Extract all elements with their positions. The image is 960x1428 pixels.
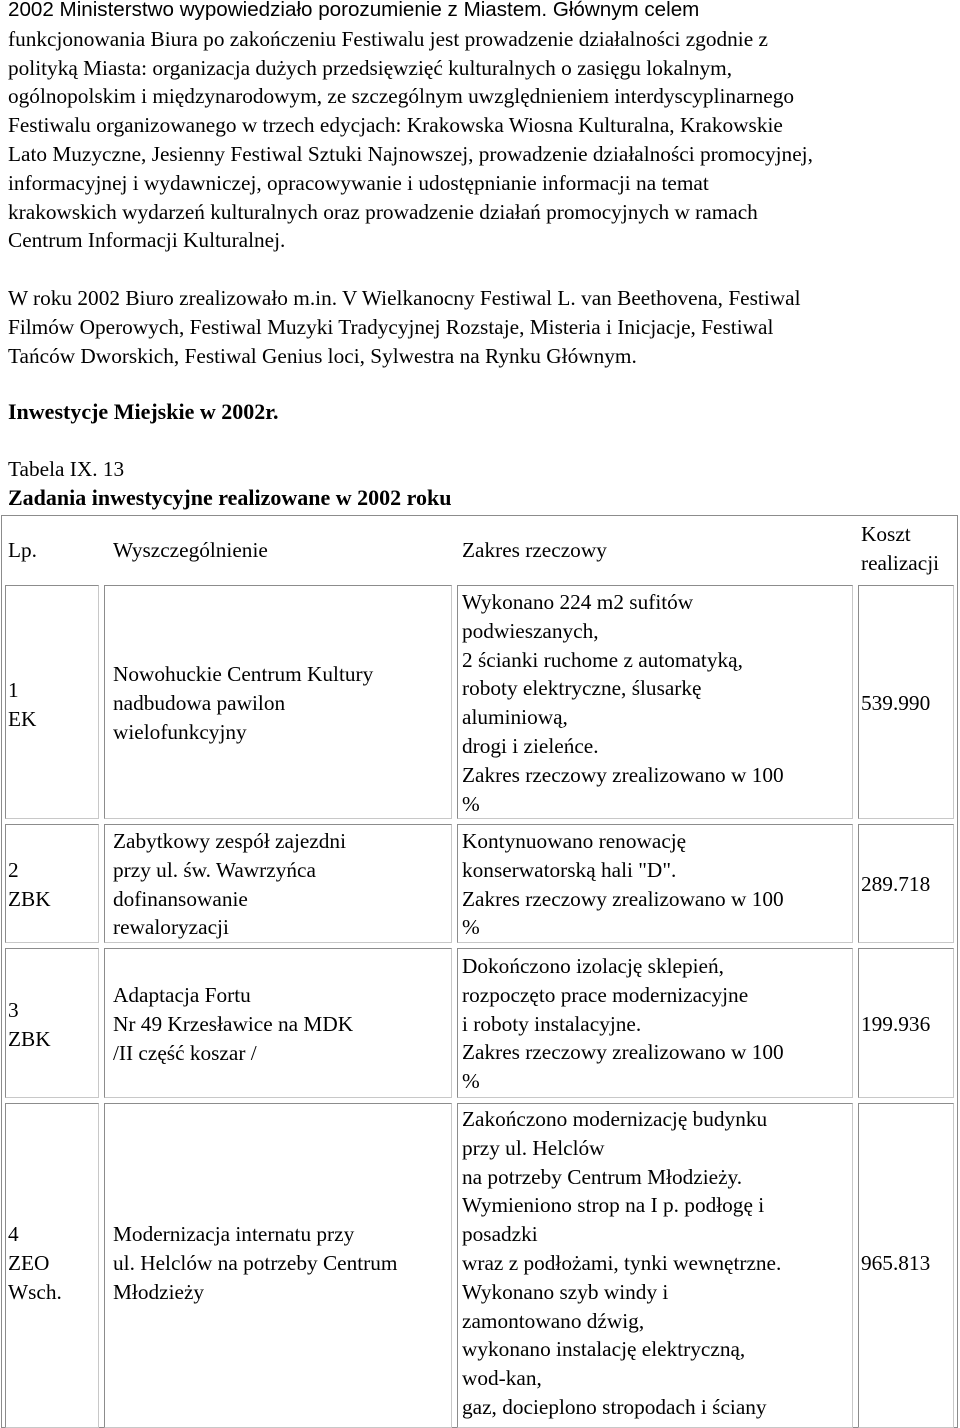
row-lp: 1 EK xyxy=(8,678,37,731)
row-specification: Adaptacja Fortu Nr 49 Krzesławice na MDK /II część koszar / xyxy=(113,983,354,1065)
intro-first-line: 2002 Ministerstwo wypowiedziało porozumienie z Miastem. Głównym celem xyxy=(8,0,700,21)
row-lp: 4 ZEO Wsch. xyxy=(8,1222,62,1304)
table-label: Tabela IX. 13 xyxy=(8,457,125,481)
row-lp: 3 ZBK xyxy=(8,998,51,1051)
row-cost: 539.990 xyxy=(861,691,931,715)
intro-paragraph xyxy=(8,0,958,255)
intro-line: ogólnopolskim i międzynarodowym, ze szczególnym uwzględnieniem interdyscyplinarnego xyxy=(8,84,795,109)
header-scope: Zakres rzeczowy xyxy=(462,538,607,562)
row-scope: Wykonano 224 m2 sufitów podwieszanych, 2 ścianki ruchome z automatyką, roboty elektryczne, ślusarkę aluminiową, drogi i zieleńce. Zakres rzeczowy zrealizowano w 100 % xyxy=(462,590,784,816)
events-line: W roku 2002 Biuro zrealizowało m.in. V Wielkanocny Festiwal L. van Beethovena, Festiwal xyxy=(8,286,801,310)
header-specification: Wyszczególnienie xyxy=(113,538,268,562)
section-heading: Inwestycje Miejskie w 2002r. xyxy=(8,399,279,424)
intro-line: krakowskich wydarzeń kulturalnych oraz prowadzenie działań promocyjnych w ramach xyxy=(8,199,758,224)
intro-line: Lato Muzyczne, Jesienny Festiwal Sztuki Najnowszej, prowadzenie działalności promocyjnej, xyxy=(8,141,813,166)
header-lp: Lp. xyxy=(8,538,37,562)
events-line: Filmów Operowych, Festiwal Muzyki Tradycyjnej Rozstaje, Misteria i Inicjacje, Festiwal xyxy=(8,314,774,339)
intro-line: Centrum Informacji Kulturalnej. xyxy=(8,228,286,253)
events-line: Tańców Dworskich, Festiwal Genius loci, Sylwestra na Rynku Głównym. xyxy=(8,343,637,368)
row-cost: 965.813 xyxy=(861,1251,931,1275)
events-paragraph xyxy=(8,284,958,370)
header-cost: Koszt realizacji xyxy=(861,522,940,575)
row-cost: 289.718 xyxy=(861,872,931,896)
intro-line: Festiwalu organizowanego w trzech edycjach: Krakowska Wiosna Kulturalna, Krakowskie xyxy=(8,113,783,138)
row-specification: Modernizacja internatu przy ul. Helclów na potrzeby Centrum Młodzieży xyxy=(113,1222,398,1304)
row-cost: 199.936 xyxy=(861,1012,931,1036)
row-specification: Nowohuckie Centrum Kultury nadbudowa pawilon wielofunkcyjny xyxy=(113,662,374,744)
intro-line: funkcjonowania Biura po zakończeniu Festiwalu jest prowadzenie działalności zgodnie z xyxy=(8,26,768,51)
row-specification: Zabytkowy zespół zajezdni przy ul. św. Wawrzyńca dofinansowanie rewaloryzacji xyxy=(113,829,346,940)
intro-line: polityką Miasta: organizacja dużych przedsięwzięć kulturalnych o zasięgu lokalnym, xyxy=(8,55,733,80)
intro-line: informacyjnej i wydawniczej, opracowywanie i udostępnianie informacji na temat xyxy=(8,170,709,195)
table-title: Zadania inwestycyjne realizowane w 2002 roku xyxy=(8,485,452,510)
row-lp: 2 ZBK xyxy=(8,858,51,911)
row-scope: Kontynuowano renowację konserwatorską hali "D". Zakres rzeczowy zrealizowano w 100 % xyxy=(462,829,784,940)
row-scope: Zakończono modernizację budynku przy ul. Helclów na potrzeby Centrum Młodzieży. Wymieniono strop na I p. podłogę i posadzki wraz z podłożami, tynki wewnętrzne. Wykonano szyb windy i zamontowano dźwig, wykonano instalację elektryczną, wod-kan, gaz, docieplono stropodach i ściany xyxy=(462,1107,782,1419)
row-scope: Dokończono izolację sklepień, rozpoczęto prace modernizacyjne i roboty instalacyjne. Zakres rzeczowy zrealizowano w 100 % xyxy=(462,954,784,1094)
